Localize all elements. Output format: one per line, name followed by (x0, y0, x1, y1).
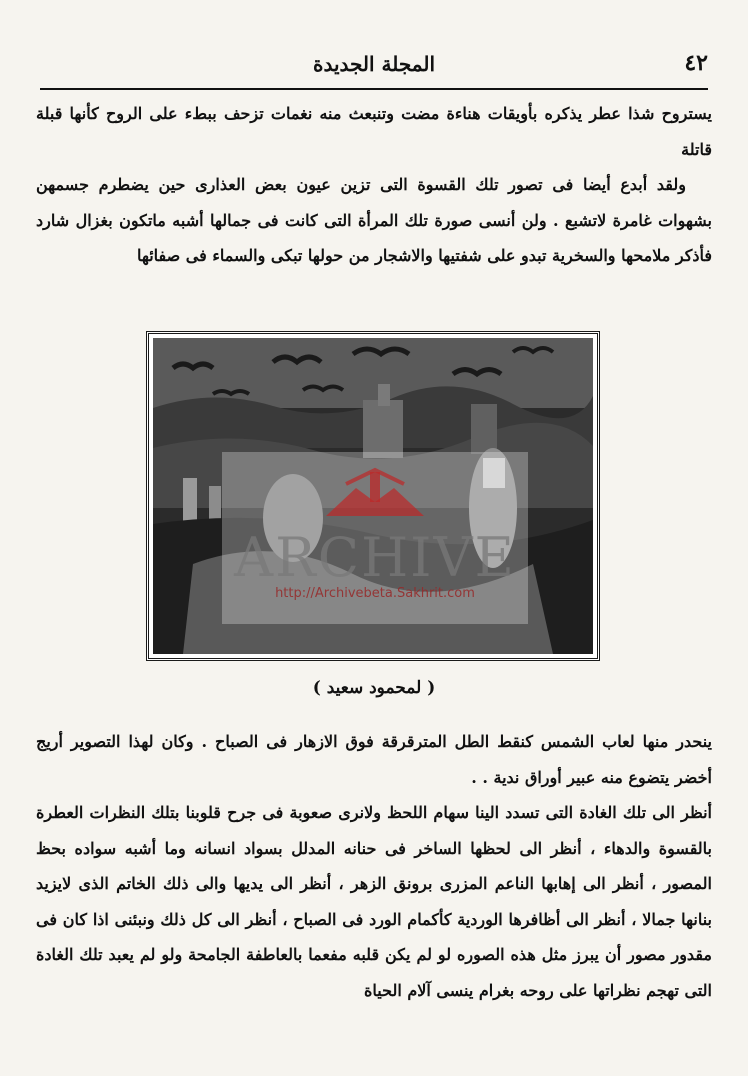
header-rule (40, 88, 708, 90)
page-header (40, 46, 708, 84)
paragraph: ينحدر منها لعاب الشمس كنقط الطل المترقرقة فوق الازهار فى الصباح . وكان لهذا التصوير أريج أخضر يتضوع منه عبير أوراق ندية . . (36, 732, 712, 787)
running-title: المجلة الجديدة (312, 52, 436, 76)
watermark-url: http://Archivebeta.Sakhrit.com (275, 586, 475, 601)
painting-image (153, 338, 593, 654)
page-number: ٤٢ (684, 50, 708, 76)
paragraph: أنظر الى تلك الغادة التى تسدد الينا سهام اللحظ ولانرى صعوبة فى جرح قلوبنا بتلك النظرات العطرة بالقسوة والدهاء ، أنظر الى لحظها الساخر فى حنانه المدلل بسواد انسانه وما أشبه سواده بحظ المصور ، أنظر الى إهابها الناعم المزرى برونق الزهر ، أنظر الى يديها والى ذلك الخاتم الذى لايزيد بنانها جمالا ، أنظر الى أظافرها الوردية كأكمام الورد فى الصباح ، أنظر الى كل ذلك ونبئنى اذا كان فى مقدور مصور أن يبرز مثل هذه الصوره لو لم يكن قلبه مفعما بالعاطفة الجامحة ولو لم يعبد تلك الغادة التى تهجم نظراتها على روحه بغرام ينسى آلام الحياة (36, 803, 712, 1000)
paragraph: ولقد أبدع أيضا فى تصور تلك القسوة التى تزين عيون بعض العذارى حين يضطرم جسمهن بشهوات غامرة لاتشبع . ولن أنسى صورة تلك المرأة التى كانت فى جمالها أشبه ماتكون بغزال شارد فأذكر ملامحها والسخرية تبدو على شفتيها والاشجار من حولها تبكى والسماء فى صفائها (36, 175, 712, 265)
paragraph: يستروح شذا عطر يذكره بأويقات هناءة مضت وتنبعث منه نغمات تزحف ببطء على الروح كأنها قبلة قاتلة (36, 104, 713, 159)
figure-caption: ( لمحمود سعيد ) (312, 678, 436, 698)
text-block-bottom (36, 724, 712, 1008)
watermark-title: ARCHIVE (234, 526, 516, 589)
text-block-top (36, 96, 712, 274)
painting-illustration (146, 331, 600, 661)
